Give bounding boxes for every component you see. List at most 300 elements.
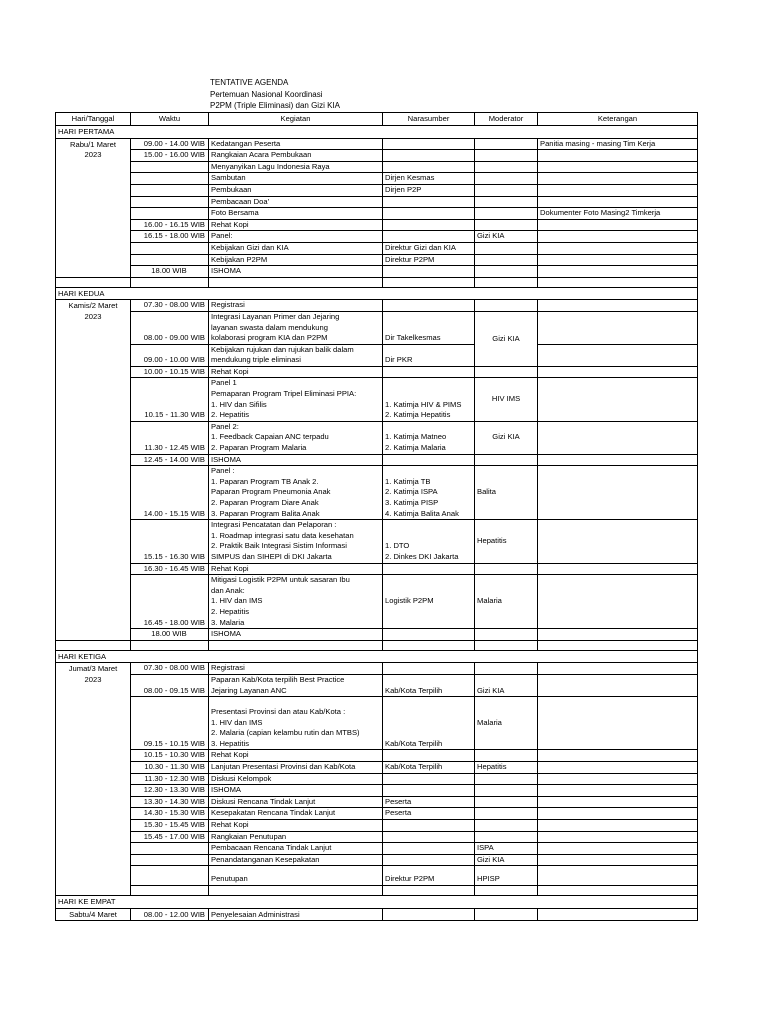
date-cell [56, 300, 131, 640]
activity-cell: Penyelesaian Administrasi [209, 908, 383, 921]
table-row [56, 219, 698, 231]
table-row [56, 421, 698, 454]
table-row [56, 674, 698, 696]
table-row [56, 854, 698, 866]
activity-cell [209, 697, 383, 750]
table-row [56, 908, 698, 921]
header-time: Waktu [131, 113, 209, 126]
table-row [56, 266, 698, 278]
activity-line: Pemaparan Program Tripel Eliminasi PPIA: [211, 389, 357, 399]
activity-line: 1. HIV dan IMS [211, 596, 263, 606]
activity-cell: Registrasi [209, 300, 383, 312]
activity-cell [209, 421, 383, 454]
speaker-cell: Dir Takelkesmas [383, 311, 475, 344]
activity-cell: Rangkaian Acara Pembukaan [209, 150, 383, 162]
table-row [56, 150, 698, 162]
activity-cell: ISHOMA [209, 629, 383, 641]
header-date: Hari/Tanggal [56, 113, 131, 126]
day-heading-row [56, 287, 698, 300]
moderator-cell [475, 184, 538, 196]
speaker-cell [383, 454, 475, 466]
speaker-line: 2. Katimja Hepatitis [385, 410, 451, 420]
table-row [56, 697, 698, 750]
time-cell [131, 242, 209, 254]
activity-cell: Kebijakan P2PM [209, 254, 383, 266]
time-cell [131, 208, 209, 220]
speaker-line: 2. Dinkes DKI Jakarta [385, 551, 459, 561]
time-cell: 11.30 - 12.45 WIB [131, 421, 209, 454]
activity-cell: Rehat Kopi [209, 366, 383, 378]
table-row [56, 242, 698, 254]
table-row [56, 520, 698, 563]
spacer-row [56, 277, 698, 287]
moderator-cell [475, 750, 538, 762]
table-row [56, 663, 698, 675]
time-cell: 16.45 - 18.00 WIB [131, 575, 209, 629]
moderator-cell [475, 563, 538, 575]
day-heading: HARI KE EMPAT [56, 896, 698, 909]
date-cell [56, 663, 131, 896]
moderator-cell [475, 663, 538, 675]
speaker-line: 3. Katimja PISP [385, 498, 439, 507]
moderator-cell: Hepatitis [475, 762, 538, 774]
speaker-cell [383, 231, 475, 243]
time-cell: 07.30 - 08.00 WIB [131, 663, 209, 675]
speaker-cell [383, 831, 475, 843]
activity-cell [209, 344, 383, 366]
day-heading: HARI KEDUA [56, 287, 698, 300]
header-row [56, 113, 698, 126]
notes-cell [538, 300, 698, 312]
speaker-cell [383, 773, 475, 785]
activity-line: 1. HIV dan IMS [211, 717, 263, 727]
activity-line: 1. HIV dan Sifilis [211, 399, 267, 409]
notes-cell [538, 242, 698, 254]
notes-cell [538, 520, 698, 563]
activity-line: Jejaring Layanan ANC [211, 685, 287, 695]
notes-cell [538, 773, 698, 785]
moderator-cell: Gizi KIA [475, 421, 538, 454]
table-row [56, 344, 698, 366]
table-row [56, 466, 698, 520]
notes-cell [538, 421, 698, 454]
speaker-cell [383, 266, 475, 278]
activity-cell: Diskusi Rencana Tindak Lanjut [209, 796, 383, 808]
notes-cell [538, 908, 698, 921]
table-row [56, 575, 698, 629]
speaker-line: 1. Katimja Matneo [385, 432, 447, 442]
activity-line: 3. Malaria [211, 617, 245, 627]
activity-cell: Kebijakan Gizi dan KIA [209, 242, 383, 254]
time-cell: 08.00 - 12.00 WIB [131, 908, 209, 921]
title-line-3: P2PM (Triple Eliminasi) dan Gizi KIA [210, 101, 340, 110]
spacer-row [56, 886, 698, 896]
activity-line: Panel 2: [211, 421, 239, 431]
speaker-cell: Peserta [383, 796, 475, 808]
table-row [56, 254, 698, 266]
moderator-cell: HPISP [475, 866, 538, 886]
date-line: Rabu/1 Maret [69, 139, 116, 149]
notes-cell [538, 854, 698, 866]
moderator-cell [475, 808, 538, 820]
activity-line: 1. Roadmap integrasi satu data kesehatan [211, 530, 354, 540]
speaker-cell [383, 421, 475, 454]
table-row [56, 161, 698, 173]
notes-cell [538, 674, 698, 696]
activity-cell: Rehat Kopi [209, 820, 383, 832]
time-cell: 15.45 - 17.00 WIB [131, 831, 209, 843]
time-cell [131, 173, 209, 185]
speaker-line: 4. Katimja Balita Anak [385, 508, 459, 518]
day-2-section [56, 277, 698, 650]
moderator-cell [475, 266, 538, 278]
activity-cell [209, 866, 383, 886]
time-cell [131, 161, 209, 173]
activity-cell: ISHOMA [209, 454, 383, 466]
time-cell: 16.15 - 18.00 WIB [131, 231, 209, 243]
time-cell: 14.00 - 15.15 WIB [131, 466, 209, 520]
activity-cell: ISHOMA [209, 266, 383, 278]
time-cell: 07.30 - 08.00 WIB [131, 300, 209, 312]
speaker-cell [383, 820, 475, 832]
activity-line: 2. Paparan Program Diare Anak [211, 498, 319, 507]
activity-cell: Rehat Kopi [209, 219, 383, 231]
date-year: 2023 [84, 311, 102, 321]
time-cell: 10.15 - 10.30 WIB [131, 750, 209, 762]
activity-line: Panel : [211, 466, 235, 476]
activity-line: dan Anak: [211, 585, 245, 595]
activity-line: layanan swasta dalam mendukung [211, 322, 328, 332]
speaker-line: 1. DTO [385, 541, 410, 551]
speaker-cell [383, 196, 475, 208]
table-row [56, 231, 698, 243]
speaker-cell: Kab/Kota Terpilih [383, 674, 475, 696]
speaker-cell [383, 520, 475, 563]
time-cell [131, 866, 209, 886]
activity-cell: Lanjutan Presentasi Provinsi dan Kab/Kota [209, 762, 383, 774]
time-cell: 16.30 - 16.45 WIB [131, 563, 209, 575]
activity-line: 2. Hepatitis [211, 410, 249, 420]
activity-line: kolaborasi program KIA dan P2PM [211, 333, 328, 343]
activity-cell: Pembukaan [209, 184, 383, 196]
speaker-cell [383, 208, 475, 220]
moderator-cell: Balita [475, 466, 538, 520]
moderator-cell: Hepatitis [475, 520, 538, 563]
time-cell: 10.15 - 11.30 WIB [131, 378, 209, 421]
activity-line: Integrasi Layanan Primer dan Jejaring [211, 311, 340, 321]
speaker-cell: Direktur P2PM [383, 866, 475, 886]
activity-line: 2. Praktik Baik Integrasi Sistim Informasi [211, 541, 347, 551]
date-year: 2023 [84, 150, 102, 160]
table-row [56, 208, 698, 220]
activity-line: Panel 1 [211, 378, 237, 388]
moderator-cell: Gizi KIA [475, 231, 538, 243]
title-line-1: TENTATIVE AGENDA [210, 78, 289, 87]
time-cell: 18.00 WIB [131, 629, 209, 641]
activity-cell: Menyanyikan Lagu Indonesia Raya [209, 161, 383, 173]
speaker-cell: Peserta [383, 808, 475, 820]
speaker-cell: Kab/Kota Terpilih [383, 697, 475, 750]
moderator-cell [475, 208, 538, 220]
moderator-cell [475, 908, 538, 921]
speaker-cell: Dirjen Kesmas [383, 173, 475, 185]
activity-line: SIMPUS dan SIHEPI di DKI Jakarta [211, 551, 332, 561]
speaker-cell [383, 843, 475, 855]
activity-cell [209, 575, 383, 629]
speaker-cell: Dir PKR [383, 344, 475, 366]
table-row [56, 831, 698, 843]
speaker-cell [383, 629, 475, 641]
time-cell: 16.00 - 16.15 WIB [131, 219, 209, 231]
notes-cell [538, 173, 698, 185]
day-3-section [56, 650, 698, 895]
moderator-cell [475, 831, 538, 843]
notes-cell [538, 161, 698, 173]
activity-line: 2. Paparan Program Malaria [211, 443, 307, 453]
notes-cell [538, 697, 698, 750]
time-cell: 09.00 - 10.00 WIB [131, 344, 209, 366]
notes-cell [538, 843, 698, 855]
speaker-cell [383, 785, 475, 797]
table-row [56, 750, 698, 762]
header-notes: Keterangan [538, 113, 698, 126]
agenda-table [55, 112, 698, 921]
moderator-cell: HIV IMS [475, 378, 538, 421]
table-row [56, 378, 698, 421]
speaker-cell: Dirjen P2P [383, 184, 475, 196]
speaker-line: 1. Katimja HIV & PIMS [385, 399, 462, 409]
speaker-cell [383, 750, 475, 762]
activity-cell [209, 378, 383, 421]
moderator-cell [475, 820, 538, 832]
activity-cell: ISHOMA [209, 785, 383, 797]
speaker-cell: Logistik P2PM [383, 575, 475, 629]
speaker-line: 1. Katimja TB [385, 476, 431, 486]
table-row [56, 866, 698, 886]
notes-cell [538, 796, 698, 808]
speaker-cell [383, 300, 475, 312]
moderator-cell [475, 150, 538, 162]
notes-cell [538, 762, 698, 774]
blank-line [211, 866, 380, 874]
day-heading-row [56, 126, 698, 139]
activity-cell: Panel: [209, 231, 383, 243]
date-line: Kamis/2 Maret [68, 301, 118, 311]
notes-cell [538, 196, 698, 208]
notes-cell [538, 311, 698, 344]
notes-cell: Dokumenter Foto Masing2 Timkerja [538, 208, 698, 220]
notes-cell [538, 466, 698, 520]
speaker-cell [383, 854, 475, 866]
notes-cell [538, 575, 698, 629]
agenda-title [210, 77, 340, 112]
speaker-line: 2. Katimja Malaria [385, 443, 446, 453]
table-row [56, 563, 698, 575]
activity-line: Penutupan [211, 874, 248, 884]
title-line-2: Pertemuan Nasional Koordinasi [210, 89, 323, 99]
time-cell: 15.00 - 16.00 WIB [131, 150, 209, 162]
time-cell [131, 254, 209, 266]
activity-line: mendukung triple eliminasi [211, 355, 301, 365]
table-row [56, 785, 698, 797]
moderator-cell [475, 161, 538, 173]
notes-cell [538, 785, 698, 797]
header-activity: Kegiatan [209, 113, 383, 126]
activity-line [211, 697, 380, 707]
speaker-cell: Direktur Gizi dan KIA [383, 242, 475, 254]
table-row [56, 773, 698, 785]
time-cell: 11.30 - 12.30 WIB [131, 773, 209, 785]
header-moderator: Moderator [475, 113, 538, 126]
speaker-cell [383, 378, 475, 421]
activity-line: Paparan Program Pneumonia Anak [211, 487, 331, 497]
speaker-cell [383, 150, 475, 162]
moderator-cell [475, 254, 538, 266]
date-cell: Sabtu/4 Maret [56, 908, 131, 921]
activity-cell: Rangkaian Penutupan [209, 831, 383, 843]
time-cell: 08.00 - 09.00 WIB [131, 311, 209, 344]
spacer-row [56, 640, 698, 650]
day-1-section [56, 126, 698, 278]
activity-cell [209, 466, 383, 520]
time-cell: 15.30 - 15.45 WIB [131, 820, 209, 832]
activity-cell: Pembacaan Doa' [209, 196, 383, 208]
notes-cell [538, 866, 698, 886]
activity-cell: Penandatanganan Kesepakatan [209, 854, 383, 866]
time-cell [131, 843, 209, 855]
table-row [56, 762, 698, 774]
day-4-section [56, 896, 698, 921]
table-row [56, 629, 698, 641]
time-cell: 14.30 - 15.30 WIB [131, 808, 209, 820]
activity-cell: Kedatangan Peserta [209, 138, 383, 150]
moderator-cell: Malaria [475, 697, 538, 750]
time-cell: 09.00 - 14.00 WIB [131, 138, 209, 150]
notes-cell [538, 629, 698, 641]
speaker-cell [383, 219, 475, 231]
table-row [56, 184, 698, 196]
moderator-cell [475, 366, 538, 378]
table-row [56, 808, 698, 820]
moderator-cell: ISPA [475, 843, 538, 855]
speaker-cell [383, 138, 475, 150]
time-cell: 12.30 - 13.30 WIB [131, 785, 209, 797]
moderator-cell: Gizi KIA [475, 674, 538, 696]
notes-cell [538, 831, 698, 843]
speaker-line: 2. Katimja ISPA [385, 487, 438, 497]
activity-cell [209, 674, 383, 696]
notes-cell [538, 184, 698, 196]
notes-cell [538, 454, 698, 466]
notes-cell [538, 150, 698, 162]
table-row [56, 311, 698, 344]
time-cell [131, 184, 209, 196]
notes-cell [538, 254, 698, 266]
notes-cell [538, 750, 698, 762]
notes-cell: Panitia masing - masing Tim Kerja [538, 138, 698, 150]
notes-cell [538, 563, 698, 575]
activity-cell [209, 520, 383, 563]
activity-line: Paparan Kab/Kota terpilih Best Practice [211, 674, 345, 684]
activity-cell: Foto Bersama [209, 208, 383, 220]
activity-cell: Rehat Kopi [209, 563, 383, 575]
moderator-cell: Gizi KIA [475, 854, 538, 866]
speaker-cell [383, 663, 475, 675]
table-row [56, 300, 698, 312]
activity-cell: Sambutan [209, 173, 383, 185]
date-cell [56, 138, 131, 277]
activity-line: 3. Paparan Program Balita Anak [211, 508, 320, 518]
notes-cell [538, 663, 698, 675]
table-row [56, 196, 698, 208]
header-speaker: Narasumber [383, 113, 475, 126]
day-heading-row [56, 650, 698, 663]
moderator-cell [475, 138, 538, 150]
day-heading: HARI KETIGA [56, 650, 698, 663]
table-row [56, 366, 698, 378]
table-row [56, 820, 698, 832]
speaker-cell [383, 366, 475, 378]
moderator-cell [475, 173, 538, 185]
time-cell: 09.15 - 10.15 WIB [131, 697, 209, 750]
activity-line: Presentasi Provinsi dan atau Kab/Kota : [211, 707, 346, 717]
moderator-cell [475, 796, 538, 808]
activity-line: 2. Malaria (capian kelambu rutin dan MTBS) [211, 728, 360, 738]
moderator-cell [475, 629, 538, 641]
time-cell: 15.15 - 16.30 WIB [131, 520, 209, 563]
speaker-cell [383, 161, 475, 173]
moderator-cell: Malaria [475, 575, 538, 629]
moderator-cell: Gizi KIA [475, 311, 538, 366]
notes-cell [538, 344, 698, 366]
speaker-cell: Direktur P2PM [383, 254, 475, 266]
moderator-cell [475, 242, 538, 254]
speaker-cell [383, 908, 475, 921]
time-cell: 10.00 - 10.15 WIB [131, 366, 209, 378]
activity-line: 1. Feedback Capaian ANC terpadu [211, 432, 329, 442]
notes-cell [538, 808, 698, 820]
time-cell: 12.45 - 14.00 WIB [131, 454, 209, 466]
table-row [56, 454, 698, 466]
speaker-cell: Kab/Kota Terpilih [383, 762, 475, 774]
table-row [56, 138, 698, 150]
table-row [56, 173, 698, 185]
activity-cell: Diskusi Kelompok [209, 773, 383, 785]
time-cell: 18.00 WIB [131, 266, 209, 278]
activity-cell: Pembacaan Rencana Tindak Lanjut [209, 843, 383, 855]
date-line: Jumat/3 Maret [68, 664, 118, 674]
notes-cell [538, 820, 698, 832]
table-row [56, 843, 698, 855]
notes-cell [538, 366, 698, 378]
moderator-cell [475, 773, 538, 785]
moderator-cell [475, 196, 538, 208]
activity-line: Kebijakan rujukan dan rujukan balik dalam [211, 344, 354, 354]
activity-line: Integrasi Pencatatan dan Pelaporan : [211, 520, 337, 530]
activity-cell: Rehat Kopi [209, 750, 383, 762]
notes-cell [538, 219, 698, 231]
activity-line: 2. Hepatitis [211, 606, 249, 616]
activity-cell [209, 311, 383, 344]
notes-cell [538, 378, 698, 421]
moderator-cell [475, 219, 538, 231]
day-heading: HARI PERTAMA [56, 126, 698, 139]
table-row [56, 796, 698, 808]
notes-cell [538, 231, 698, 243]
activity-cell: Kesepakatan Rencana Tindak Lanjut [209, 808, 383, 820]
moderator-cell [475, 300, 538, 312]
time-cell: 08.00 - 09.15 WIB [131, 674, 209, 696]
